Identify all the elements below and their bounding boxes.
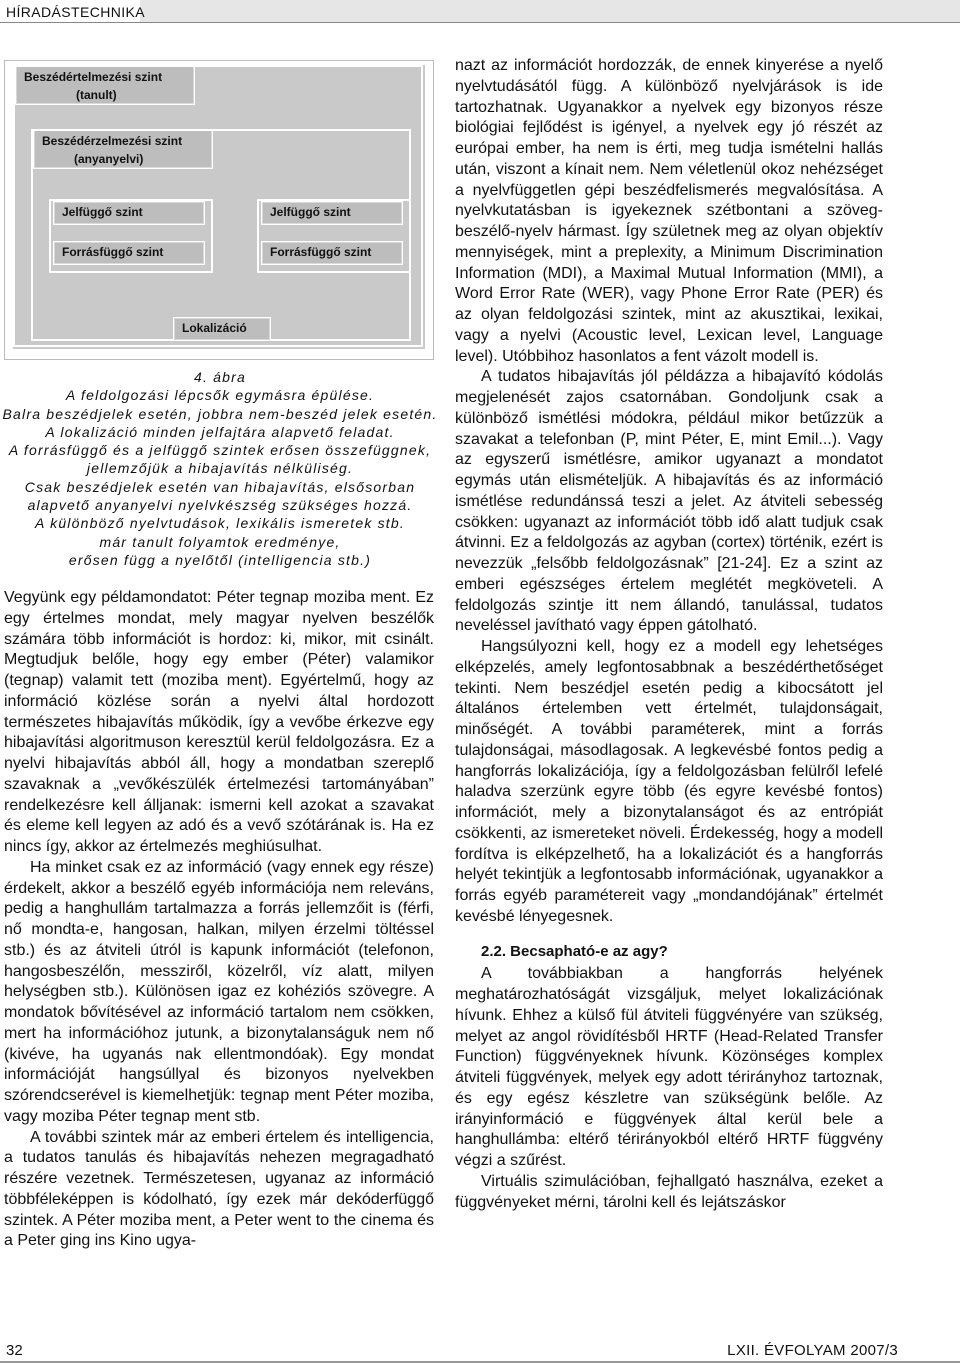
page-number: 32 — [6, 1342, 23, 1359]
caption-line: A forrásfüggő és a jelfüggő szintek erősen összefüggnek, — [8, 442, 432, 459]
box-localization-label: Lokalizáció — [182, 321, 247, 335]
caption-line: A különböző nyelvtudások, lexikális ismeretek stb. — [35, 515, 405, 532]
paragraph: Hangsúlyozni kell, hogy ez a modell egy lehetséges elképzelés, amely legfontosabbnak a beszédérthetőséget tekinti. Nem beszédjel esetén pedig a kibocsátott jel általános értelemben vett értelmét, tulajdonságait, minőségét. A további paraméterek, mint a forrás tulajdonságai, másodlagosak. A legkevésbé fontos pedig a hangforrás lokalizációja, így a feldolgozásban felülről lefelé haladva szerzünk egyre több (és egyre kevésbé fontos) információt, mely a bizonytalanságot és az entrópiát csökkenti, az ismereteket növeli. Érdekesség, hogy a modell fordítva is elképzelhető, ha a lokalizációt és a hangforrás helyét tekintjük a legfontosabb információnak, ugyanakkor a forrás egyéb paramétereit vagy „mondandójának” értelmét kevésbé lényegesnek. — [455, 638, 883, 925]
box-learned-level-line2: (tanult) — [76, 88, 117, 102]
journal-title: HÍRADÁSTECHNIKA — [6, 4, 146, 20]
right-column — [455, 56, 883, 1213]
section-heading: 2.2. Becsapható-e az agy? — [481, 942, 668, 960]
paragraph: A tudatos hibajavítás jól példázza a hibajavító kódolás megjelenését zajos csatornában. Gondoljunk csak a különböző ismétlési módokra, például mikor betűzzük a szavakat a telefonban (P, mint Péter, E, mint Emil...). Vagy az egyszerű ismétlésre, amikor ugyanazt a mondatot egymás után elismételjük. A hibajavítás és az információ ismétlése redundánssá teszi a jelet. Az átviteli sebesség csökken: ugyanazt az információt több idő alatt tudjuk csak átvinni. Ez a feldolgozás az agyban (cortex) történik, ezért is nevezzük „felsőbb feldolgozásnak” [21-24]. Ez a szint az emberi egészséges értelem meglétét megköveteli. A feldolgozás szintje itt nem állandó, tanulással, tudatos neveléssel javítható vagy éppen gátolható. — [455, 368, 883, 635]
figure-diagram — [13, 65, 425, 349]
caption-line: erősen függ a nyelőtől (intelligencia stb.) — [68, 551, 372, 568]
paragraph: Ha minket csak ez az információ (vagy ennek egy része) érdekelt, akkor a beszélő egyéb információja nem releváns, pedig a hanghullám tartalmazza a forrás jellemzőit is (férfi, nő mondta-e, hangosan, halkan, milyen érzelmi töltéssel stb.) és az átviteli útról is kapunk információt (telefonon, hangosbeszélőn, messziről, közelről, víz alatt, milyen helységben stb.). Különösen igaz ez kohéziós szövegre. A mondatok bővítésével az információ tartalom nem csökken, mert ha információhoz jutunk, a bizonytalanságuk nem nő (kivéve, ha ugyanás nak ellentmondóak). Egy mondat információját hangsúllyal és bizonyos nyelvekben szórendcserével is kiemelhetjük: tegnap ment Péter moziba, vagy moziba Péter tegnap ment stb. — [4, 858, 434, 1125]
box-right-source-label: Forrásfüggő szint — [270, 245, 372, 259]
box-left-source-label: Forrásfüggő szint — [62, 245, 164, 259]
box-native-level-line1: Beszédérzelmezési szint — [42, 134, 183, 148]
box-left-signal-label: Jelfüggő szint — [62, 205, 143, 219]
caption-line: A feldolgozási lépcsők egymásra épülése. — [65, 387, 375, 404]
paragraph: Vegyünk egy példamondatot: Péter tegnap moziba ment. Ez egy értelmes mondat, mely magyar nyelven beszélők számára több információt is hordoz: ki, mikor, mit csinált. Megtudjuk belőle, hogy egy ember (Péter) valamikor (tegnap) valamit tett (moziba ment). Egyértelmű, hogy az információ közlése során a nyelvi által hordozott természetes hibajavítás működik, így a vevőbe érkezve egy hibajavítási algoritmuson keresztül kerül feldolgozásra. Ez a nyelvi hibajavítás abból áll, hogy a mondatban szereplő szavaknak a „vevőkészülék értelmezési tartományában” rendelkezésre kell álljanak: ismerni kell azokat a szavakat és eleme kell legyen az adó és a vevő szótárának is. Ha ez nincs így, akkor az értelmezés meghiúsulhat. — [4, 589, 434, 855]
header-band — [140, 0, 960, 22]
caption-line: 4. ábra — [194, 369, 246, 385]
caption-line: Balra beszédjelek esetén, jobbra nem-beszéd jelek esetén. — [2, 405, 438, 422]
frame-right-levels — [257, 199, 411, 273]
header-rule — [0, 22, 960, 23]
paragraph: A további szintek már az emberi értelem és intelligencia, a tudatos tanulás és hibajavítás nehezen megragadható részére vezetnek. Természetesen, ugyanaz az információ többféleképpen is kódolható, így ezek már dekóderfüggő szintek. A Péter moziba ment, a Peter went to the cinema és a Peter ging ins Kino ugya- — [4, 1128, 434, 1250]
caption-line: jellemzőjük a hibajavítás nélküliség. — [86, 460, 354, 477]
caption-line: alapvető anyanyelvi nyelvkészség szükséges hozzá. — [27, 497, 413, 514]
footer-rule — [0, 1361, 960, 1363]
paragraph: nazt az információt hordozzák, de ennek kinyerése a nyelő nyelvtudásától függ. A különböző nyelvjárások is ide tartozhatnak. Ugyanakkor a nyelvek egy bizonyos része biológiai fejlődést is igényel, a nyelvek egy jó részét az európai ember, ha nem is érti, meg tudja ismételni hallás után, viszont a kínait nem. Nem véletlenül okoz nehézséget a nyelvfüggetlen gépi beszédfelismerés megvalósítása. A nyelvkutatásban is igyekeznek szétbontani a szöveg-beszélő-nyelv hármast. Így születnek meg az olyan objektív mennyiségek, mint a preplexity, a Minimum Discrimination Information (MDI), a Maximal Mutual Information (MMI), a Word Error Rate (WER), vagy Phone Error Rate (PER) és az olyan feldolgozási szintek, mint az akusztikai, lexikai, vagy a nyelvi (Acoustic level, Lexican level, Language level). Utóbbihoz hasonlatos a fent vázolt modell is. — [455, 57, 883, 365]
caption-line: Csak beszédjelek esetén van hibajavítás, elsősorban — [24, 478, 416, 495]
paragraph: Virtuális szimulációban, fejhallgató használva, ezeket a függvényeket mérni, tárolni kell és lejátszáskor — [455, 1172, 883, 1211]
left-column — [4, 588, 434, 1252]
figure-caption — [0, 368, 440, 569]
box-right-signal-label: Jelfüggő szint — [270, 205, 351, 219]
box-localization — [173, 317, 271, 341]
frame-left-levels — [49, 199, 213, 273]
paragraph: A továbbiakban a hangforrás helyének meghatározhatóságát vizsgáljuk, melyet lokalizációnak hívunk. Ehhez a külső fül átviteli függvényére van szükség, melyet az angol rövidítésből HRTF (Head-Related Transfer Function) függvényeknek hívunk. Közönséges komplex átviteli függvények, melyek egy adott térirányhoz tartoznak, és egy egész készletre van szükségünk belőle. Az irányinformáció e függvények által kerül bele a hanghullámba: eltérő térirányokból eltérő HRTF függvény végzi a szűrést. — [455, 965, 883, 1169]
caption-line: A lokalizáció minden jelfajtára alapvető feladat. — [45, 423, 395, 440]
box-learned-level-line1: Beszédértelmezési szint — [24, 70, 163, 84]
caption-line: már tanult folyamtok eredménye, — [99, 533, 341, 550]
figure-4 — [4, 60, 434, 360]
box-native-level-line2: (anyanyelvi) — [74, 152, 144, 166]
volume-info: LXII. ÉVFOLYAM 2007/3 — [727, 1342, 898, 1359]
